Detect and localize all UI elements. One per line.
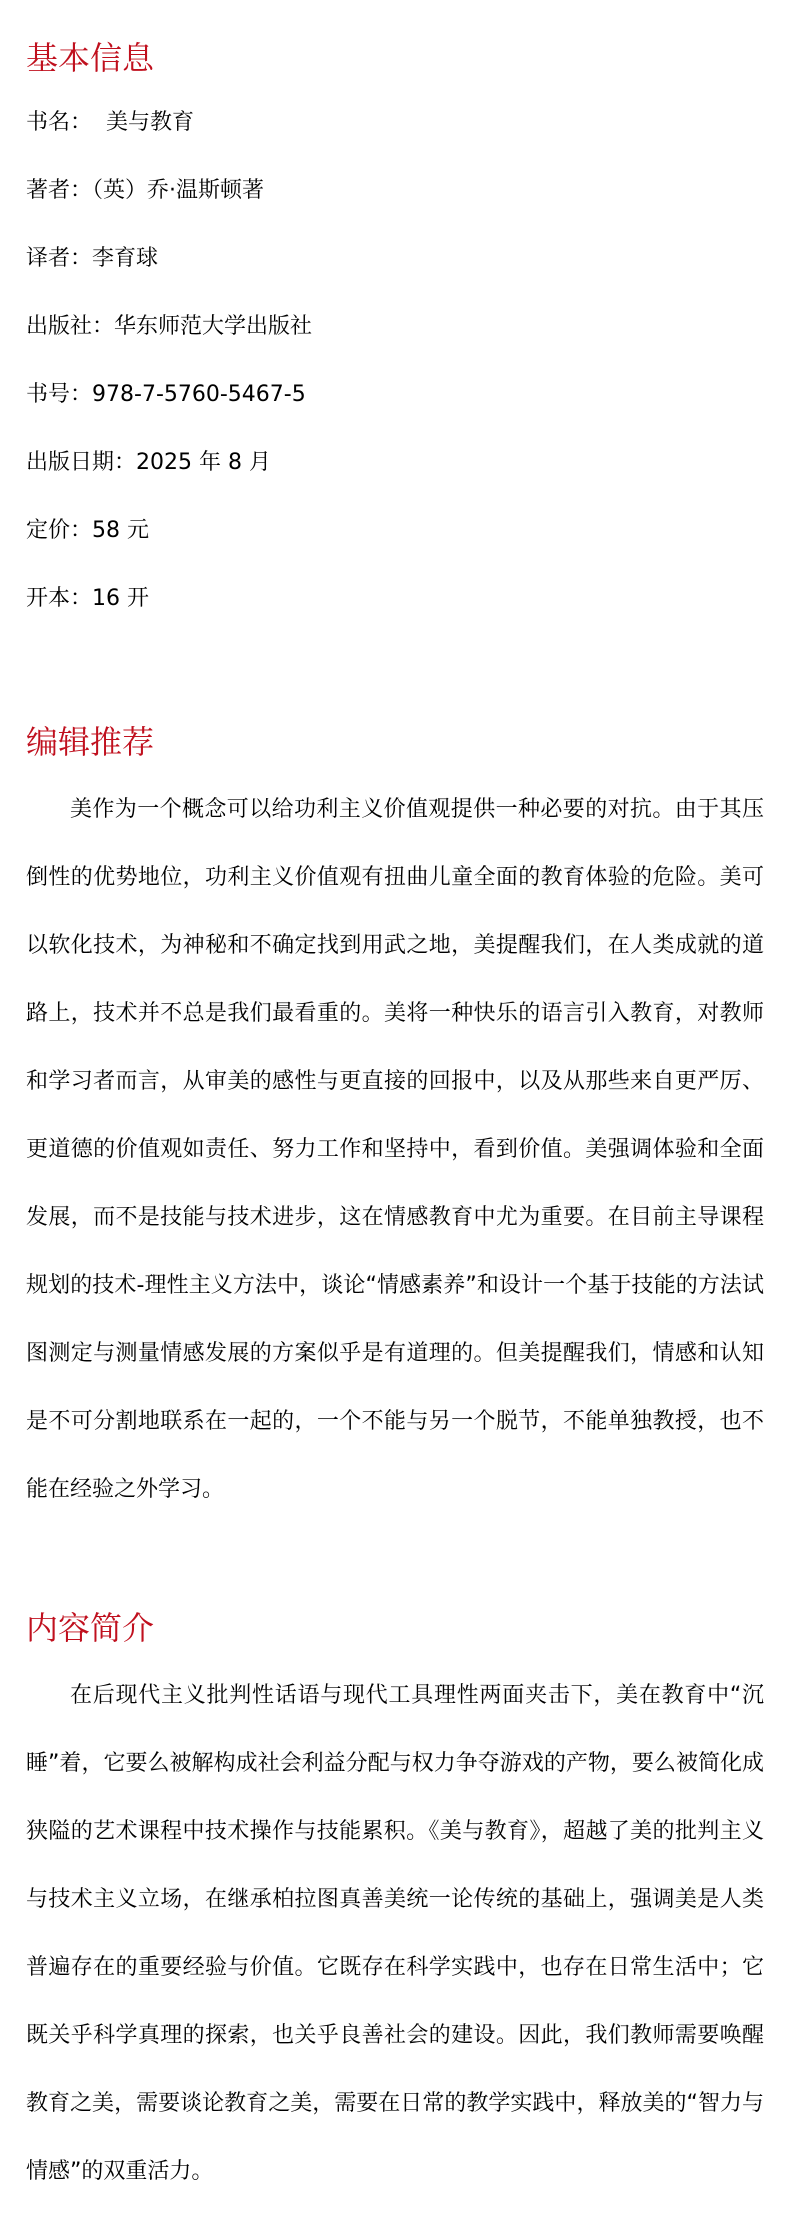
info-label: 定价： bbox=[26, 518, 93, 543]
info-value: 华东师范大学出版社 bbox=[114, 314, 313, 339]
basic-info-list bbox=[26, 108, 764, 614]
content-summary-section bbox=[26, 1606, 764, 2206]
info-item-format bbox=[26, 584, 764, 614]
editor-recommendation-text: 美作为一个概念可以给功利主义价值观提供一种必要的对抗。由于其压倒性的优势地位，功利主义价值观有扭曲儿童全面的教育体验的危险。美可以软化技术，为神秘和不确定找到用武之地，美提醒我们，在人类成就的道路上，技术并不总是我们最看重的。美将一种快乐的语言引入教育，对教师和学习者而言，从审美的感性与更直接的回报中，以及从那些来自更严厉、更道德的价值观如责任、努力工作和坚持中，看到价值。美强调体验和全面发展，而不是技能与技术进步，这在情感教育中尤为重要。在目前主导课程规划的技术-理性主义方法中，谈论“情感素养”和设计一个基于技能的方法试图测定与测量情感发展的方案似乎是有道理的。但美提醒我们，情感和认知是不可分割地联系在一起的，一个不能与另一个脱节，不能单独教授，也不能在经验之外学习。 bbox=[26, 797, 764, 1502]
content-summary-text: 在后现代主义批判性话语与现代工具理性两面夹击下，美在教育中“沉睡”着，它要么被解构成社会利益分配与权力争夺游戏的产物，要么被简化成狭隘的艺术课程中技术操作与技能累积。《美与教育》，超越了美的批判主义与技术主义立场，在继承柏拉图真善美统一论传统的基础上，强调美是人类普遍存在的重要经验与价值。它既存在科学实践中，也存在日常生活中；它既关乎科学真理的探索，也关乎良善社会的建设。因此，我们教师需要唤醒教育之美，需要谈论教育之美，需要在日常的教学实践中，释放美的“智力与情感”的双重活力。 bbox=[26, 1683, 764, 2184]
info-item-publish-date bbox=[26, 448, 764, 478]
info-item-book-title bbox=[26, 108, 764, 138]
info-label: 译者： bbox=[26, 246, 93, 271]
info-label: 出版社： bbox=[26, 314, 115, 339]
info-label: 著者： bbox=[26, 178, 93, 203]
info-value: （英）乔·温斯顿著 bbox=[92, 178, 265, 203]
info-value: 2025 年 8 月 bbox=[136, 450, 271, 475]
info-label: 书号： bbox=[26, 382, 93, 407]
info-item-publisher bbox=[26, 312, 764, 342]
info-value: 美与教育 bbox=[92, 110, 195, 135]
editor-recommendation-heading: 编辑推荐 bbox=[26, 723, 155, 761]
info-item-isbn bbox=[26, 380, 764, 410]
info-label: 出版日期： bbox=[26, 450, 137, 475]
info-item-author bbox=[26, 176, 764, 206]
info-item-price bbox=[26, 516, 764, 546]
info-item-translator bbox=[26, 244, 764, 274]
basic-info-section bbox=[26, 36, 764, 652]
info-label: 书名： bbox=[26, 110, 93, 135]
content-summary-heading: 内容简介 bbox=[26, 1609, 155, 1647]
editor-recommendation-section bbox=[26, 720, 764, 1524]
info-value: 58 元 bbox=[92, 518, 150, 543]
basic-info-heading: 基本信息 bbox=[26, 39, 155, 77]
info-value: 16 开 bbox=[92, 586, 150, 611]
info-value: 李育球 bbox=[92, 246, 159, 271]
info-value: 978-7-5760-5467-5 bbox=[92, 382, 306, 407]
info-label: 开本： bbox=[26, 586, 93, 611]
